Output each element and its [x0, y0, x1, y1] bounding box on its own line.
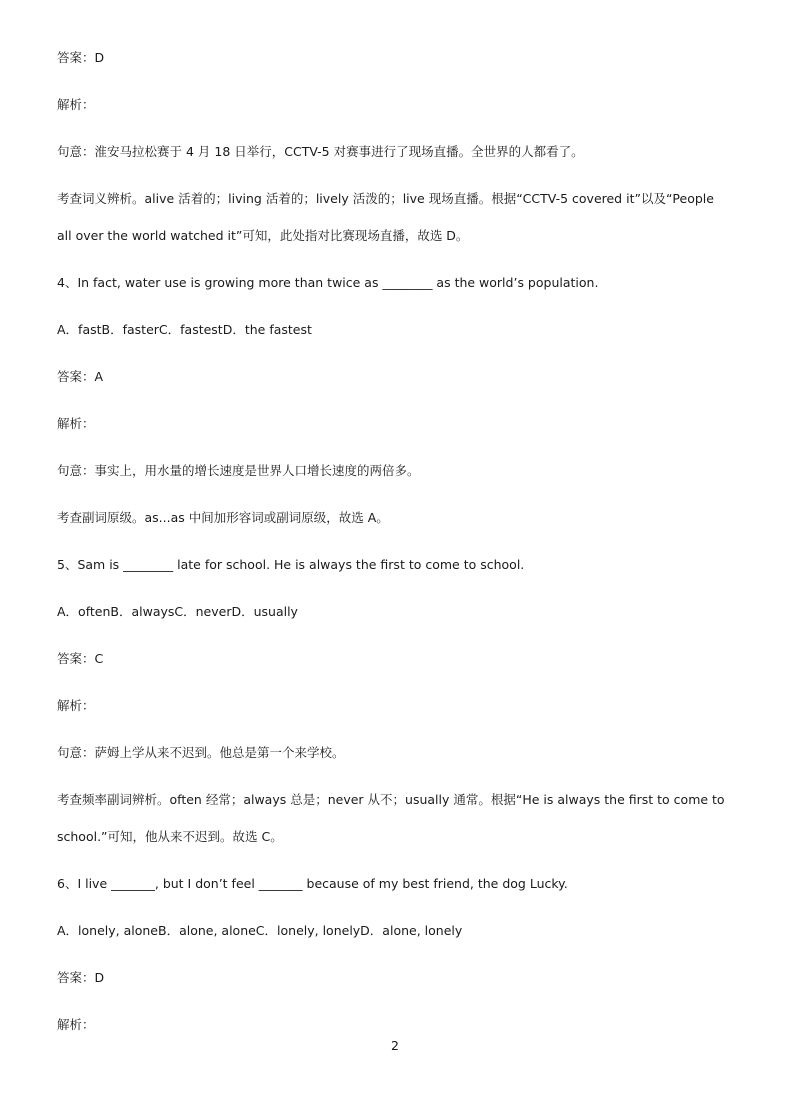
answer-line: 答案：C — [57, 651, 104, 666]
analysis-label: 解析： — [57, 416, 95, 431]
sentence-meaning: 句意：淮安马拉松赛于 4 月 18 日举行，CCTV-5 对赛事进行了现场直播。全世界的人都看了。 — [57, 144, 584, 159]
analysis-label: 解析： — [57, 698, 95, 713]
answer-line: 答案：D — [57, 970, 105, 985]
explanation-line: 考查频率副词辨析。often 经常；always 总是；never 从不；usually 通常。根据“He is always the first to come to — [57, 792, 725, 807]
sentence-meaning: 句意：萨姆上学从来不迟到。他总是第一个来学校。 — [57, 745, 345, 760]
explanation-line: school.”可知，他从来不迟到。故选 C。 — [57, 829, 283, 844]
page-number: 2 — [391, 1038, 399, 1053]
explanation-line: 考查副词原级。as...as 中间加形容词或副词原级，故选 A。 — [57, 510, 389, 525]
analysis-label: 解析： — [57, 97, 95, 112]
question-6: 6、I live _______, but I don’t feel _______ because of my best friend, the dog Lucky. — [57, 876, 568, 891]
answer-line: 答案：D — [57, 50, 105, 65]
question-5: 5、Sam is ________ late for school. He is always the first to come to school. — [57, 557, 525, 572]
answer-line: 答案：A — [57, 369, 104, 384]
sentence-meaning: 句意：事实上，用水量的增长速度是世界人口增长速度的两倍多。 — [57, 463, 420, 478]
analysis-label: 解析： — [57, 1017, 95, 1032]
question-4: 4、In fact, water use is growing more than twice as ________ as the world’s population. — [57, 275, 599, 290]
question-6-options: A．lonely, aloneB．alone, aloneC．lonely, lonelyD．alone, lonely — [57, 923, 463, 938]
question-4-options: A．fastB．fasterC．fastestD．the fastest — [57, 322, 312, 337]
question-5-options: A．oftenB．alwaysC．neverD．usually — [57, 604, 298, 619]
explanation-line: 考查词义辨析。alive 活着的；living 活着的；lively 活泼的；live 现场直播。根据“CCTV-5 covered it”以及“People — [57, 191, 714, 206]
explanation-line: all over the world watched it”可知，此处指对比赛现场直播，故选 D。 — [57, 228, 469, 243]
